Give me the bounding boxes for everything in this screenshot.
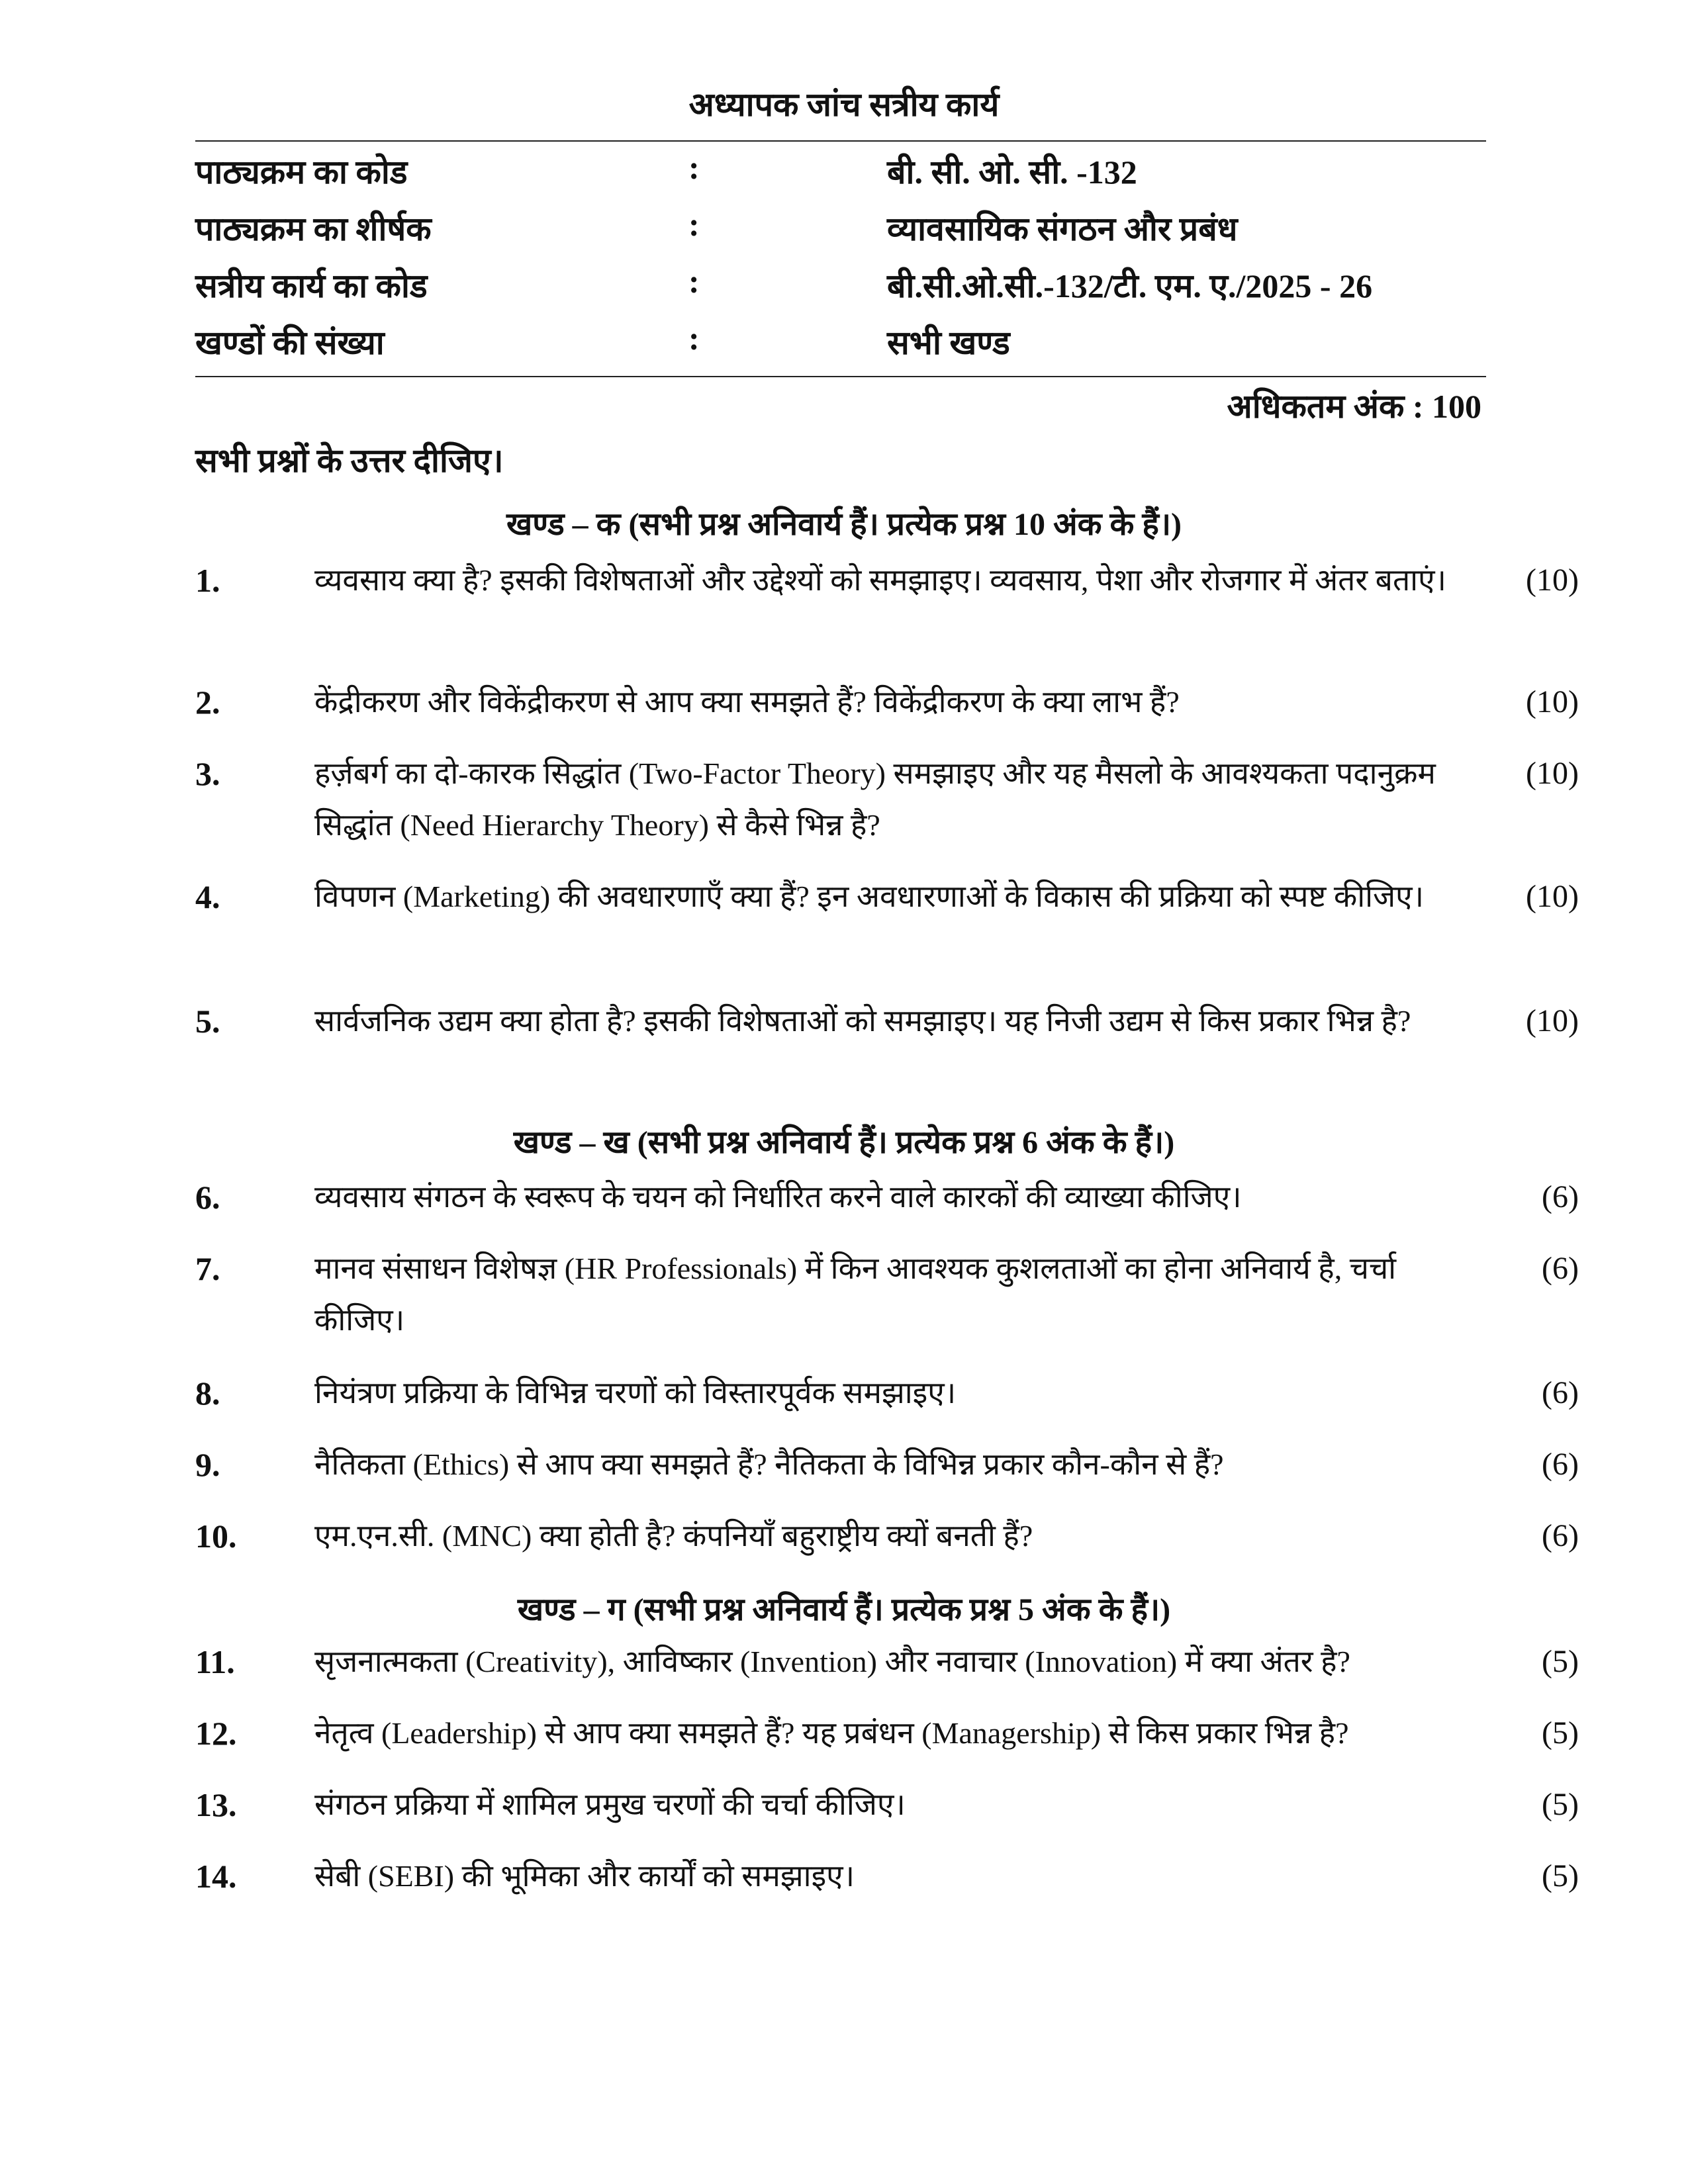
instruction: सभी प्रश्नों के उत्तर दीजिए। — [195, 442, 504, 479]
question-number: 7. — [195, 1250, 220, 1287]
section-heading-b: खण्ड – ख (सभी प्रश्न अनिवार्य हैं। प्रत्येक प्रश्न 6 अंक के हैं।) — [513, 1125, 1175, 1160]
question-number: 2. — [195, 684, 220, 721]
question-text: व्यवसाय क्या है? इसकी विशेषताओं और उद्देश्यों को समझाइए। व्यवसाय, पेशा और रोजगार में अंतर बताएं। — [314, 563, 1446, 597]
question-text: नियंत्रण प्रक्रिया के विभिन्न चरणों को विस्तारपूर्वक समझाइए। — [314, 1376, 957, 1410]
question-text: केंद्रीकरण और विकेंद्रीकरण से आप क्या समझते हैं? विकेंद्रीकरण के क्या लाभ हैं? — [314, 685, 1180, 719]
question-marks: (6) — [1542, 1179, 1579, 1214]
question-marks: (6) — [1542, 1518, 1579, 1553]
question-number: 11. — [195, 1643, 235, 1680]
meta-row-assignment-code — [195, 262, 1486, 319]
question-marks: (6) — [1542, 1447, 1579, 1482]
meta-row-course-code — [195, 148, 1486, 205]
meta-value: सभी खण्ड — [887, 324, 1010, 361]
question-text: संगठन प्रक्रिया में शामिल प्रमुख चरणों की चर्चा कीजिए। — [314, 1788, 906, 1821]
meta-label: खण्डों की संख्या — [195, 324, 385, 361]
question-text: मानव संसाधन विशेषज्ञ (HR Professionals) में किन आवश्यक कुशलताओं का होना अनिवार्य है, चर्चा कीजिए। — [314, 1251, 1397, 1337]
question-number: 3. — [195, 755, 220, 792]
meta-value: बी.सी.ओ.सी.-132/टी. एम. ए./2025 - 26 — [887, 267, 1373, 304]
question-marks: (10) — [1526, 879, 1579, 914]
question-number: 12. — [195, 1715, 237, 1752]
meta-colon: : — [688, 149, 700, 186]
question-text: हर्ज़बर्ग का दो-कारक सिद्धांत (Two-Factor Theory) समझाइए और यह मैसलो के आवश्यकता पदानुक्रम सिद्धांत (Need Hierarchy Theory) से कैसे भिन्न है? — [314, 756, 1436, 842]
question-marks: (5) — [1542, 1715, 1579, 1751]
question-text: एम.एन.सी. (MNC) क्या होती है? कंपनियाँ बहुराष्ट्रीय क्यों बनती हैं? — [314, 1519, 1033, 1553]
question-marks: (5) — [1542, 1787, 1579, 1822]
question-marks: (10) — [1526, 756, 1579, 791]
meta-colon: : — [688, 320, 700, 357]
meta-row-course-title — [195, 205, 1486, 262]
meta-row-blocks — [195, 319, 1486, 376]
question-number: 10. — [195, 1518, 237, 1555]
meta-label: पाठ्यक्रम का शीर्षक — [195, 210, 432, 248]
question-number: 6. — [195, 1179, 220, 1216]
question-text: नैतिकता (Ethics) से आप क्या समझते हैं? नैतिकता के विभिन्न प्रकार कौन-कौन से हैं? — [314, 1447, 1224, 1481]
question-number: 13. — [195, 1786, 237, 1823]
question-marks: (5) — [1542, 1644, 1579, 1679]
question-marks: (6) — [1542, 1375, 1579, 1410]
question-text: व्यवसाय संगठन के स्वरूप के चयन को निर्धारित करने वाले कारकों की व्याख्या कीजिए। — [314, 1180, 1242, 1214]
question-marks: (6) — [1542, 1251, 1579, 1286]
meta-colon: : — [688, 263, 700, 300]
meta-value: बी. सी. ओ. सी. -132 — [887, 154, 1137, 191]
question-marks: (10) — [1526, 563, 1579, 598]
question-number: 14. — [195, 1858, 237, 1895]
meta-value: व्यावसायिक संगठन और प्रबंध — [887, 210, 1238, 248]
question-text: सृजनात्मकता (Creativity), आविष्कार (Invention) और नवाचार (Innovation) में क्या अंतर है? — [314, 1645, 1350, 1678]
question-marks: (10) — [1526, 1003, 1579, 1038]
meta-label: पाठ्यक्रम का कोड — [195, 154, 408, 191]
question-marks: (5) — [1542, 1858, 1579, 1893]
question-text: सेबी (SEBI) की भूमिका और कार्यों को समझाइए। — [314, 1859, 855, 1893]
question-number: 1. — [195, 562, 220, 599]
question-text: नेतृत्व (Leadership) से आप क्या समझते हैं? यह प्रबंधन (Managership) से किस प्रकार भिन्न है? — [314, 1716, 1349, 1750]
question-number: 4. — [195, 878, 220, 915]
question-text: विपणन (Marketing) की अवधारणाएँ क्या हैं? इन अवधारणाओं के विकास की प्रक्रिया को स्पष्ट कीजिए। — [314, 880, 1425, 913]
question-number: 5. — [195, 1003, 220, 1040]
question-number: 9. — [195, 1446, 220, 1483]
section-heading-a: खण्ड – क (सभी प्रश्न अनिवार्य हैं। प्रत्येक प्रश्न 10 अंक के हैं।) — [506, 507, 1182, 542]
top-rule — [195, 140, 1486, 142]
bottom-rule — [195, 376, 1486, 377]
meta-label: सत्रीय कार्य का कोड — [195, 267, 428, 304]
max-marks: अधिकतम अंक : 100 — [1227, 388, 1481, 425]
question-marks: (10) — [1526, 684, 1579, 719]
document-title: अध्यापक जांच सत्रीय कार्य — [688, 86, 1000, 123]
question-text: सार्वजनिक उद्यम क्या होता है? इसकी विशेषताओं को समझाइए। यह निजी उद्यम से किस प्रकार भिन्न है? — [314, 1004, 1411, 1038]
question-number: 8. — [195, 1375, 220, 1412]
meta-colon: : — [688, 206, 700, 243]
section-heading-c: खण्ड – ग (सभी प्रश्न अनिवार्य हैं। प्रत्येक प्रश्न 5 अंक के हैं।) — [517, 1592, 1171, 1627]
